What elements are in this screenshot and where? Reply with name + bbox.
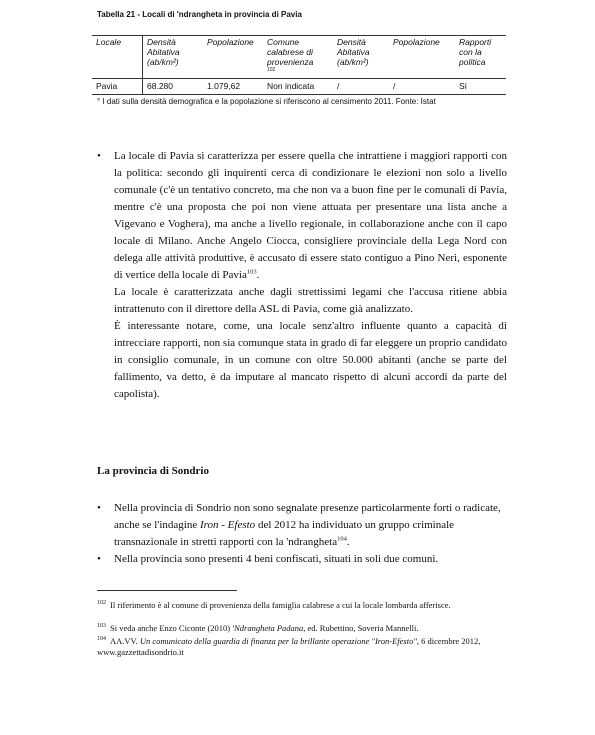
footnote-103: $^{103}$ Si veda anche Enzo Ciconte (2010) 'Ndrangheta Padana, ed. Rubettino, Soveria Mannelli. <box>97 622 419 633</box>
cell-popolazione-2: / <box>389 79 455 95</box>
header-locale: Locale <box>92 36 143 79</box>
locali-table <box>92 35 506 95</box>
footnote-ref-104: 104 <box>337 535 347 543</box>
cell-popolazione: 1.079,62 <box>203 79 263 95</box>
footnote-separator <box>97 590 237 591</box>
header-densita: Densità Abitativa (ab/km²) <box>143 36 204 79</box>
footnote-102: $^{102}$ Il riferimento è al comune di provenienza della famiglia calabrese a cui la locale lombarda afferisce. <box>97 599 451 610</box>
table-header-row <box>92 36 506 79</box>
paragraph-asl: La locale è caratterizzata anche dagli strettissimi legami che l'accusa ritiene abbia intrattenuto con il direttore della ASL di Pavia, come già analizzato. <box>114 286 507 315</box>
cell-densita-2: / <box>333 79 389 95</box>
footnote-ref-103: 103 <box>246 268 257 276</box>
list-item: • La locale di Pavia si caratterizza per essere quella che intrattiene i maggiori rapporti con la politica: secondo gli inquirenti cerca di condizionare le elezioni non solo a livello comunale (c'è un tentativo concreto, ma che non va a buon fine per le comunali di Pavia, mentre c'è una proposta che poi non viene attuata per presentare una lista anche a Vigevano e Voghera), ma anche a livello regionale, in collaborazione anche con il capo locale di Milano. Anche Angelo Ciocca, consigliere provinciale della Lega Nord con delega alle attività produttive, è accusato di essere stato contiguo a Pino Neri, esponente di vertice della locale di Pavia$^{103}$. La locale è caratterizzata anche dagli strettissimi legami che l'accusa ritiene abbia intrattenuto con il direttore della ASL di Pavia, come già analizzato. È interessante notare, come, una locale senz'altro influente quanto a capacità di intrecciare rapporti, non sia comunque stata in grado di far eleggere un proprio candidato in consiglio comunale, in un comune con oltre 50.000 abitanti (anche se parte del fallimento, va detto, è da imputare al mancato rispetto di alcuni accordi da parte del capolista). <box>97 148 507 403</box>
table-caption: Tabella 21 - Locali di 'ndrangheta in provincia di Pavia <box>97 10 302 19</box>
table-row <box>92 79 506 95</box>
header-comune-footnote-ref: 102 <box>267 67 276 73</box>
cell-comune: Non indicata <box>263 79 333 95</box>
header-popolazione-2: Popolazione <box>389 36 455 79</box>
section-heading-sondrio: La provincia di Sondrio <box>97 465 209 477</box>
cell-densita: 68.280 <box>143 79 204 95</box>
sondrio-section <box>97 500 507 568</box>
footnote-104: $^{104}$ AA.VV. Un comunicato della guardia di finanza per la brillante operazione "Iron-Efesto", 6 dicembre 2012, www.gazzettadisondrio.it <box>97 635 481 657</box>
table-note: ° I dati sulla densità demografica e la popolazione si riferiscono al censimento 2011. Fonte: Istat <box>97 97 436 106</box>
pavia-section <box>97 148 507 403</box>
list-item: • Nella provincia di Sondrio non sono segnalate presenze particolarmente forti o radicate, anche se l'indagine Iron - Efesto del 2012 ha individuato un gruppo criminale transnazionale in stretti rapporti con la 'ndrangheta$^{104}$. <box>97 500 507 551</box>
header-comune: Comune calabrese di provenienza 102 <box>263 36 333 79</box>
cell-locale: Pavia <box>92 79 143 95</box>
header-popolazione: Popolazione <box>203 36 263 79</box>
header-densita-2: Densità Abitativa (ab/km²) <box>333 36 389 79</box>
paragraph-interessante: È interessante notare, come, una locale senz'altro influente quanto a capacità di intrecciare rapporti, non sia comunque stata in grado di far eleggere un proprio candidato in consiglio comunale, in un comune con oltre 50.000 abitanti (anche se parte del fallimento, va detto, è da imputare al mancato rispetto di alcuni accordi da parte del capolista). <box>114 320 507 400</box>
header-rapporti: Rapporti con la politica <box>455 36 506 79</box>
list-item: • Nella provincia sono presenti 4 beni confiscati, situati in soli due comuni. <box>97 551 507 568</box>
cell-rapporti: Sì <box>455 79 506 95</box>
